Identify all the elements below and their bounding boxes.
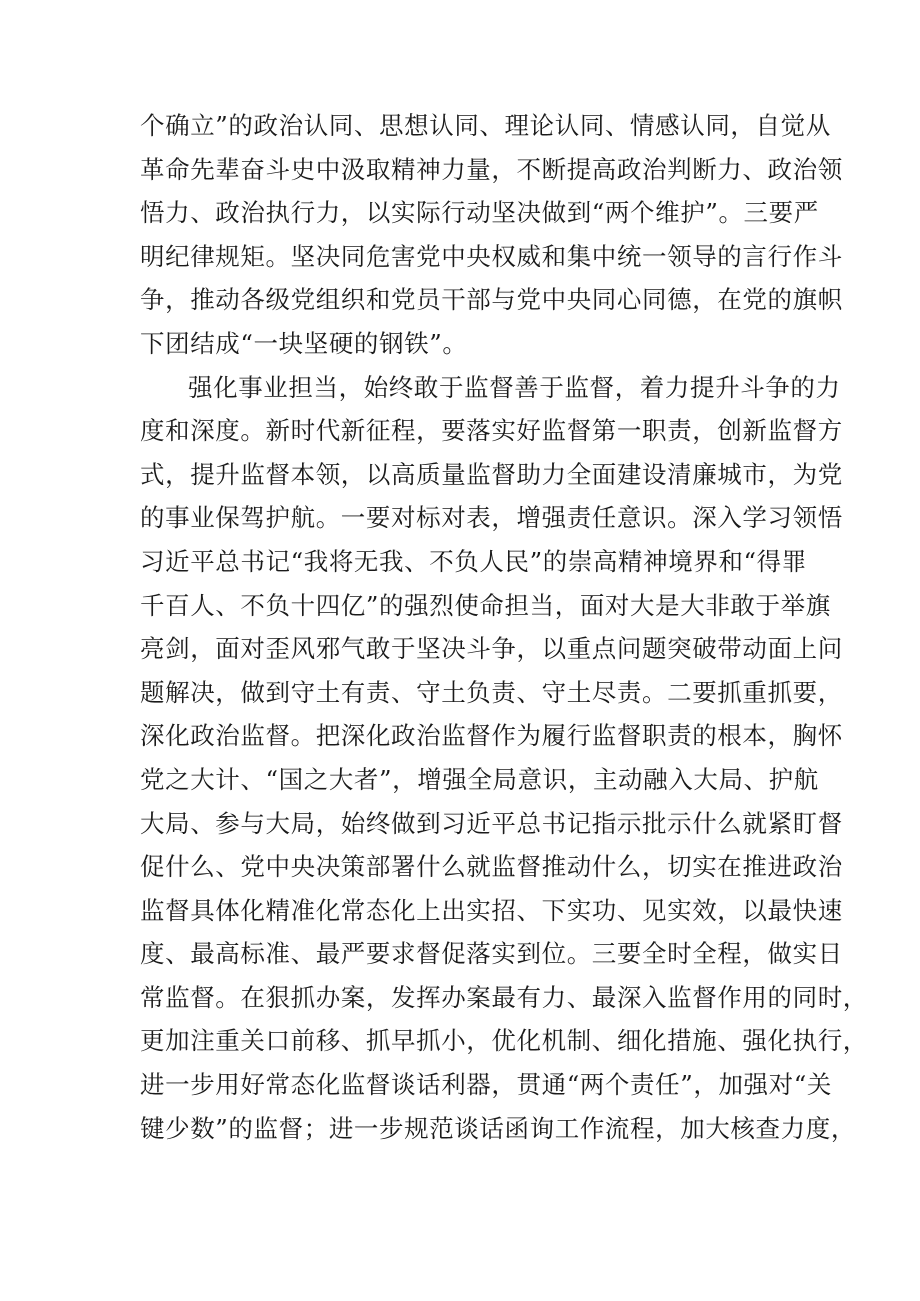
text-line: 大局、参与大局，始终做到习近平总书记指示批示什么就紧盯督 — [140, 808, 843, 838]
body-text — [140, 104, 868, 1150]
paragraph — [140, 366, 868, 1151]
text-line: 监督具体化精准化常态化上出实招、下实功、见实效，以最快速 — [140, 895, 843, 925]
text-line: 的事业保驾护航。一要对标对表，增强责任意识。深入学习领悟 — [140, 503, 843, 533]
text-line: 促什么、党中央决策部署什么就监督推动什么，切实在推进政治 — [140, 852, 843, 882]
text-line: 明纪律规矩。坚决同危害党中央权威和集中统一领导的言行作斗 — [140, 241, 843, 271]
text-line: 习近平总书记“我将无我、不负人民”的崇高精神境界和“得罪 — [140, 546, 807, 576]
text-line: 悟力、政治执行力，以实际行动坚决做到“两个维护”。三要严 — [140, 198, 819, 228]
text-line: 常监督。在狠抓办案，发挥办案最有力、最深入监督作用的同时， — [140, 982, 868, 1012]
text-line: 更加注重关口前移、抓早抓小，优化机制、细化措施、强化执行， — [140, 1026, 868, 1056]
text-line: 党之大计、“国之大者”，增强全局意识，主动融入大局、护航 — [140, 764, 819, 794]
text-line: 度和深度。新时代新征程，要落实好监督第一职责，创新监督方 — [140, 416, 843, 446]
text-line: 度、最高标准、最严要求督促落实到位。三要全时全程，做实日 — [140, 939, 843, 969]
text-line: 题解决，做到守土有责、守土负责、守土尽责。二要抓重抓要， — [140, 677, 843, 707]
text-line: 深化政治监督。把深化政治监督作为履行监督职责的根本，胸怀 — [140, 721, 843, 751]
text-line: 个确立”的政治认同、思想认同、理论认同、情感认同，自觉从 — [140, 111, 831, 140]
text-line: 式，提升监督本领，以高质量监督助力全面建设清廉城市，为党 — [140, 459, 843, 489]
text-line: 革命先辈奋斗史中汲取精神力量，不断提高政治判断力、政治领 — [140, 154, 843, 184]
text-line: 争，推动各级党组织和党员干部与党中央同心同德，在党的旗帜 — [140, 285, 843, 315]
paragraph — [140, 104, 843, 366]
text-line: 强化事业担当，始终敢于监督善于监督，着力提升斗争的力 — [188, 372, 841, 402]
text-line: 键少数”的监督；进一步规范谈话函询工作流程，加大核查力度， — [140, 1113, 856, 1143]
text-line: 下团结成“一块坚硬的钢铁”。 — [140, 328, 468, 358]
text-line: 千百人、不负十四亿”的强烈使命担当，面对大是大非敢于举旗 — [140, 590, 831, 620]
text-line: 进一步用好常态化监督谈话利器，贯通“两个责任”，加强对“关 — [140, 1070, 832, 1100]
text-line: 亮剑，面对歪风邪气敢于坚决斗争，以重点问题突破带动面上问 — [140, 634, 843, 664]
